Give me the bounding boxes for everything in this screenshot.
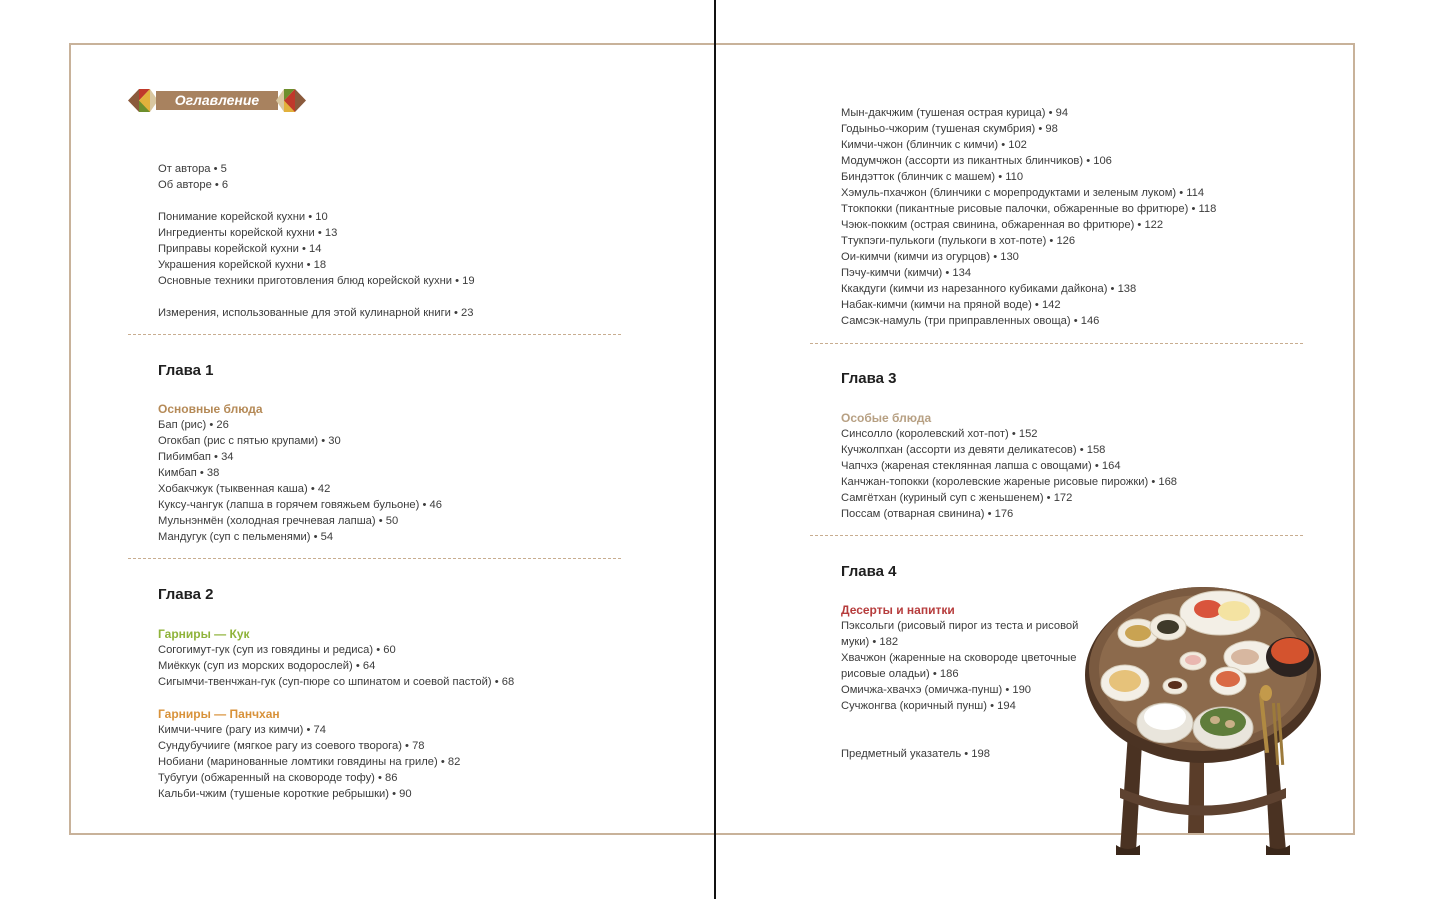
chapter-3-list [841, 410, 1177, 522]
toc-entry[interactable]: Тубугуи (обжаренный на сковороде тофу) • 86 [158, 772, 398, 784]
toc-entry[interactable]: Сундубучииге (мягкое рагу из соевого творога) • 78 [158, 740, 425, 752]
toc-entry[interactable]: Кимчи-ччиге (рагу из кимчи) • 74 [158, 724, 326, 736]
toc-entry[interactable]: Пэчу-кимчи (кимчи) • 134 [841, 267, 972, 279]
toc-entry[interactable]: Годыньо-чжорим (тушеная скумбрия) • 98 [841, 123, 1058, 135]
toc-entry[interactable]: Согогимут-гук (суп из говядины и редиса) • 60 [158, 644, 396, 656]
toc-title: Оглавление [174, 92, 260, 108]
chapter-2-title: Глава 2 [158, 586, 214, 603]
section-heading: Основные блюда [158, 402, 263, 416]
toc-entry[interactable]: Омичжа-хвачхэ (омичжа-пунш) • 190 [841, 684, 1032, 696]
toc-entry[interactable]: Мульнэнмён (холодная гречневая лапша) • 50 [158, 515, 399, 527]
chapter-1-list [158, 401, 442, 545]
korean-table-setting-illustration [1080, 583, 1330, 858]
chapter-3-title: Глава 3 [841, 370, 897, 387]
toc-entry[interactable]: Мандугук (суп с пельменями) • 54 [158, 531, 334, 543]
dashed-divider [128, 558, 621, 559]
chapter-2-continued-list [841, 105, 1216, 329]
toc-entry[interactable]: муки) • 182 [841, 636, 899, 648]
toc-entry[interactable]: Огокбап (рис с пятью крупами) • 30 [158, 435, 341, 447]
toc-entry[interactable]: Нобиани (маринованные ломтики говядины на гриле) • 82 [158, 756, 461, 768]
toc-entry[interactable]: Синсолло (королевский хот-пот) • 152 [841, 428, 1038, 440]
intro-list-a [158, 161, 228, 193]
toc-entry[interactable]: От автора • 5 [158, 163, 227, 175]
toc-entry[interactable]: Пэксольги (рисовый пирог из теста и рисовой [841, 620, 1079, 632]
toc-entry[interactable]: Пибимбап • 34 [158, 451, 234, 463]
toc-entry[interactable]: Кимчи-чжон (блинчик с кимчи) • 102 [841, 139, 1027, 151]
toc-entry[interactable]: Сигымчи-твенчжан-гук (суп-пюре со шпинатом и соевой пастой) • 68 [158, 676, 515, 688]
toc-entry[interactable]: Ттокпокки (пикантные рисовые палочки, обжаренные во фритюре) • 118 [841, 203, 1217, 215]
toc-entry[interactable]: Хэмуль-пхачжон (блинчики с морепродуктами и зеленым луком) • 114 [841, 187, 1205, 199]
book-spine [714, 0, 716, 899]
toc-entry[interactable]: Сучжонгва (коричный пунш) • 194 [841, 700, 1016, 712]
toc-entry[interactable]: Украшения корейской кухни • 18 [158, 259, 327, 271]
section-heading: Десерты и напитки [841, 603, 955, 617]
toc-entry[interactable]: Ттукпэги-пулькоги (пулькоги в хот-поте) • 126 [841, 235, 1076, 247]
toc-entry[interactable]: Приправы корейской кухни • 14 [158, 243, 322, 255]
toc-entry[interactable]: Бап (рис) • 26 [158, 419, 229, 431]
dashed-divider [128, 334, 621, 335]
toc-entry[interactable]: Мын-дакчжим (тушеная острая курица) • 94 [841, 107, 1069, 119]
intro-list-c [158, 305, 473, 321]
toc-entry[interactable]: Хобакчжук (тыквенная каша) • 42 [158, 483, 331, 495]
toc-entry[interactable]: Модумчжон (ассорти из пикантных блинчиков) • 106 [841, 155, 1112, 167]
toc-entry[interactable]: Канчжан-топокки (королевские жареные рисовые пирожки) • 168 [841, 476, 1178, 488]
chapter-4-title: Глава 4 [841, 563, 897, 580]
dashed-divider [810, 535, 1303, 536]
toc-entry[interactable]: Самгётхан (куриный суп с женьшенем) • 172 [841, 492, 1073, 504]
chapter-4-list [841, 602, 1078, 714]
toc-entry[interactable]: Чапчхэ (жареная стеклянная лапша с овощами) • 164 [841, 460, 1121, 472]
index-entry-wrap [841, 746, 990, 762]
toc-entry[interactable]: Поссам (отварная свинина) • 176 [841, 508, 1014, 520]
toc-entry[interactable]: Ингредиенты корейской кухни • 13 [158, 227, 338, 239]
toc-entry[interactable]: Кучжолпхан (ассорти из девяти деликатесов) • 158 [841, 444, 1106, 456]
toc-entry[interactable]: Об авторе • 6 [158, 179, 229, 191]
toc-entry[interactable]: Миёккук (суп из морских водорослей) • 64 [158, 660, 376, 672]
toc-entry[interactable]: рисовые оладьи) • 186 [841, 668, 959, 680]
toc-entry[interactable]: Чэюк-покким (острая свинина, обжаренная во фритюре) • 122 [841, 219, 1164, 231]
index-entry[interactable]: Предметный указатель • 198 [841, 748, 990, 760]
toc-entry[interactable]: Основные техники приготовления блюд корейской кухни • 19 [158, 275, 475, 287]
toc-entry[interactable]: Биндэтток (блинчик с машем) • 110 [841, 171, 1024, 183]
chapter-2-list [158, 626, 514, 802]
toc-entry[interactable]: Хвачжон (жаренные на сковороде цветочные [841, 652, 1077, 664]
intro-list-b [158, 209, 475, 289]
toc-entry[interactable]: Понимание корейской кухни • 10 [158, 211, 328, 223]
toc-entry[interactable]: Кальби-чжим (тушеные короткие ребрышки) • 90 [158, 788, 412, 800]
toc-entry[interactable]: Ккакдуги (кимчи из нарезанного кубиками дайкона) • 138 [841, 283, 1137, 295]
chapter-1-title: Глава 1 [158, 362, 214, 379]
section-heading: Гарниры — Кук [158, 627, 250, 641]
toc-entry[interactable]: Набак-кимчи (кимчи на пряной воде) • 142 [841, 299, 1061, 311]
section-heading: Гарниры — Панчхан [158, 707, 280, 721]
toc-entry[interactable]: Измерения, использованные для этой кулинарной книги • 23 [158, 307, 474, 319]
section-heading: Особые блюда [841, 411, 932, 425]
toc-entry[interactable]: Самсэк-намуль (три приправленных овоща) • 146 [841, 315, 1100, 327]
toc-entry[interactable]: Куксу-чангук (лапша в горячем говяжьем бульоне) • 46 [158, 499, 442, 511]
toc-entry[interactable]: Кимбап • 38 [158, 467, 220, 479]
toc-header [128, 89, 306, 112]
toc-entry[interactable]: Ои-кимчи (кимчи из огурцов) • 130 [841, 251, 1019, 263]
dashed-divider [810, 343, 1303, 344]
